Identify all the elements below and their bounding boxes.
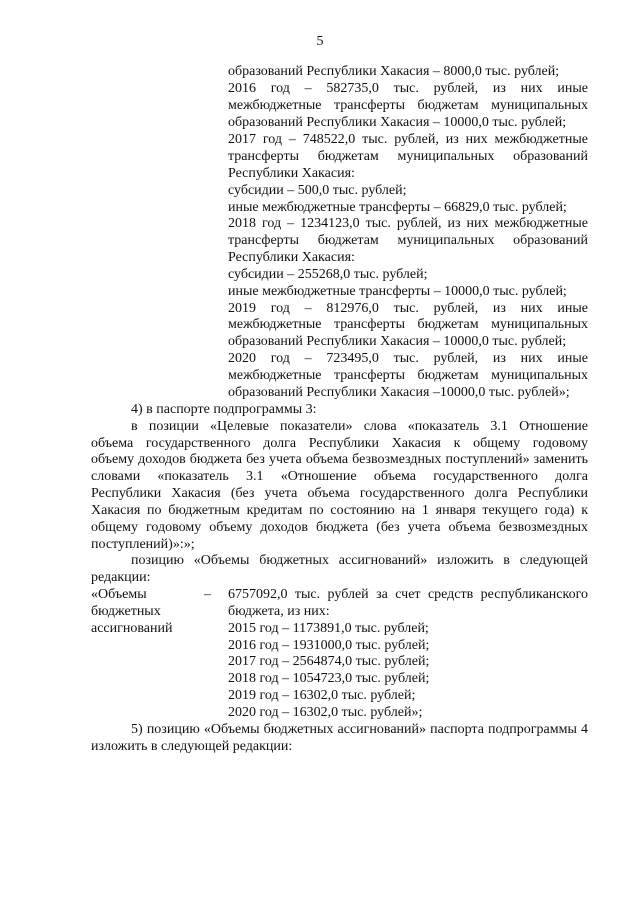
- text-line: 2020 год – 723495,0 тыс. рублей, из них иные: [228, 351, 588, 366]
- text-line: 2017 год – 2564874,0 тыс. рублей;: [228, 654, 430, 669]
- text-line: в позиции «Целевые показатели» слова «показатель 3.1 Отношение: [131, 419, 588, 434]
- passport-term: «Объемы: [91, 587, 147, 602]
- text-line: Республики Хакасия:: [228, 250, 355, 265]
- text-line: трансферты бюджетам муниципальных образований: [228, 149, 588, 164]
- text-line: 6757092,0 тыс. рублей за счет средств республиканского: [228, 587, 588, 602]
- text-line: 2020 год – 16302,0 тыс. рублей»;: [228, 705, 423, 720]
- text-line: 2016 год – 582735,0 тыс. рублей, из них иные: [228, 81, 588, 96]
- text-line: Республики Хакасия:: [228, 166, 355, 181]
- text-line: 2019 год – 812976,0 тыс. рублей, из них иные: [228, 301, 588, 316]
- text-line: образований Республики Хакасия – 10000,0 тыс. рублей;: [228, 334, 567, 349]
- text-line: поступлений)»:»;: [91, 537, 195, 552]
- text-line: 4) в паспорте подпрограммы 3:: [131, 402, 317, 417]
- text-line: 5) позицию «Объемы бюджетных ассигнований» паспорта подпрограммы 4: [131, 722, 588, 737]
- text-line: субсидии – 500,0 тыс. рублей;: [228, 183, 407, 198]
- text-line: общему годовому объему доходов бюджета (без учета объема безвозмездных: [91, 520, 588, 535]
- text-line: 2015 год – 1173891,0 тыс. рублей;: [228, 621, 429, 636]
- text-line: изложить в следующей редакции:: [91, 739, 293, 754]
- text-line: трансферты бюджетам муниципальных образований: [228, 233, 588, 248]
- passport-term: ассигнований: [91, 621, 173, 636]
- passport-term: бюджетных: [91, 604, 161, 619]
- text-line: редакции:: [91, 570, 151, 585]
- text-line: Республики Хакасия (без учета объема государственного долга Республики: [91, 486, 588, 501]
- page-number: 5: [316, 34, 324, 49]
- text-line: иные межбюджетные трансферты – 10000,0 тыс. рублей;: [228, 284, 567, 299]
- text-line: словами «показатель 3.1 «Отношение объема государственного долга: [91, 469, 588, 484]
- text-line: межбюджетные трансферты бюджетам муниципальных: [228, 98, 588, 113]
- text-line: объему доходов бюджета без учета объема безвозмездных поступлений» заменить: [91, 452, 588, 467]
- text-line: межбюджетные трансферты бюджетам муниципальных: [228, 317, 588, 332]
- text-line: объема государственного долга Республики Хакасия к общему годовому: [91, 436, 588, 451]
- text-line: 2019 год – 16302,0 тыс. рублей;: [228, 688, 416, 703]
- passport-dash: –: [204, 587, 211, 602]
- text-line: иные межбюджетные трансферты – 66829,0 тыс. рублей;: [228, 200, 567, 215]
- text-line: образований Республики Хакасия – 8000,0 тыс. рублей;: [228, 64, 560, 79]
- text-line: межбюджетные трансферты бюджетам муниципальных: [228, 368, 588, 383]
- text-line: позицию «Объемы бюджетных ассигнований» изложить в следующей: [131, 553, 588, 568]
- text-line: образований Республики Хакасия –10000,0 тыс. рублей»;: [228, 385, 570, 400]
- text-line: образований Республики Хакасия – 10000,0 тыс. рублей;: [228, 115, 567, 130]
- text-line: 2018 год – 1234123,0 тыс. рублей, из них межбюджетные: [228, 216, 588, 231]
- text-line: субсидии – 255268,0 тыс. рублей;: [228, 267, 428, 282]
- text-line: 2016 год – 1931000,0 тыс. рублей;: [228, 638, 430, 653]
- text-line: 2017 год – 748522,0 тыс. рублей, из них межбюджетные: [228, 132, 588, 147]
- text-line: бюджета, из них:: [228, 604, 330, 619]
- text-line: 2018 год – 1054723,0 тыс. рублей;: [228, 671, 430, 686]
- text-line: Хакасия по бюджетным кредитам по состоянию на 1 января текущего года) к: [91, 503, 588, 518]
